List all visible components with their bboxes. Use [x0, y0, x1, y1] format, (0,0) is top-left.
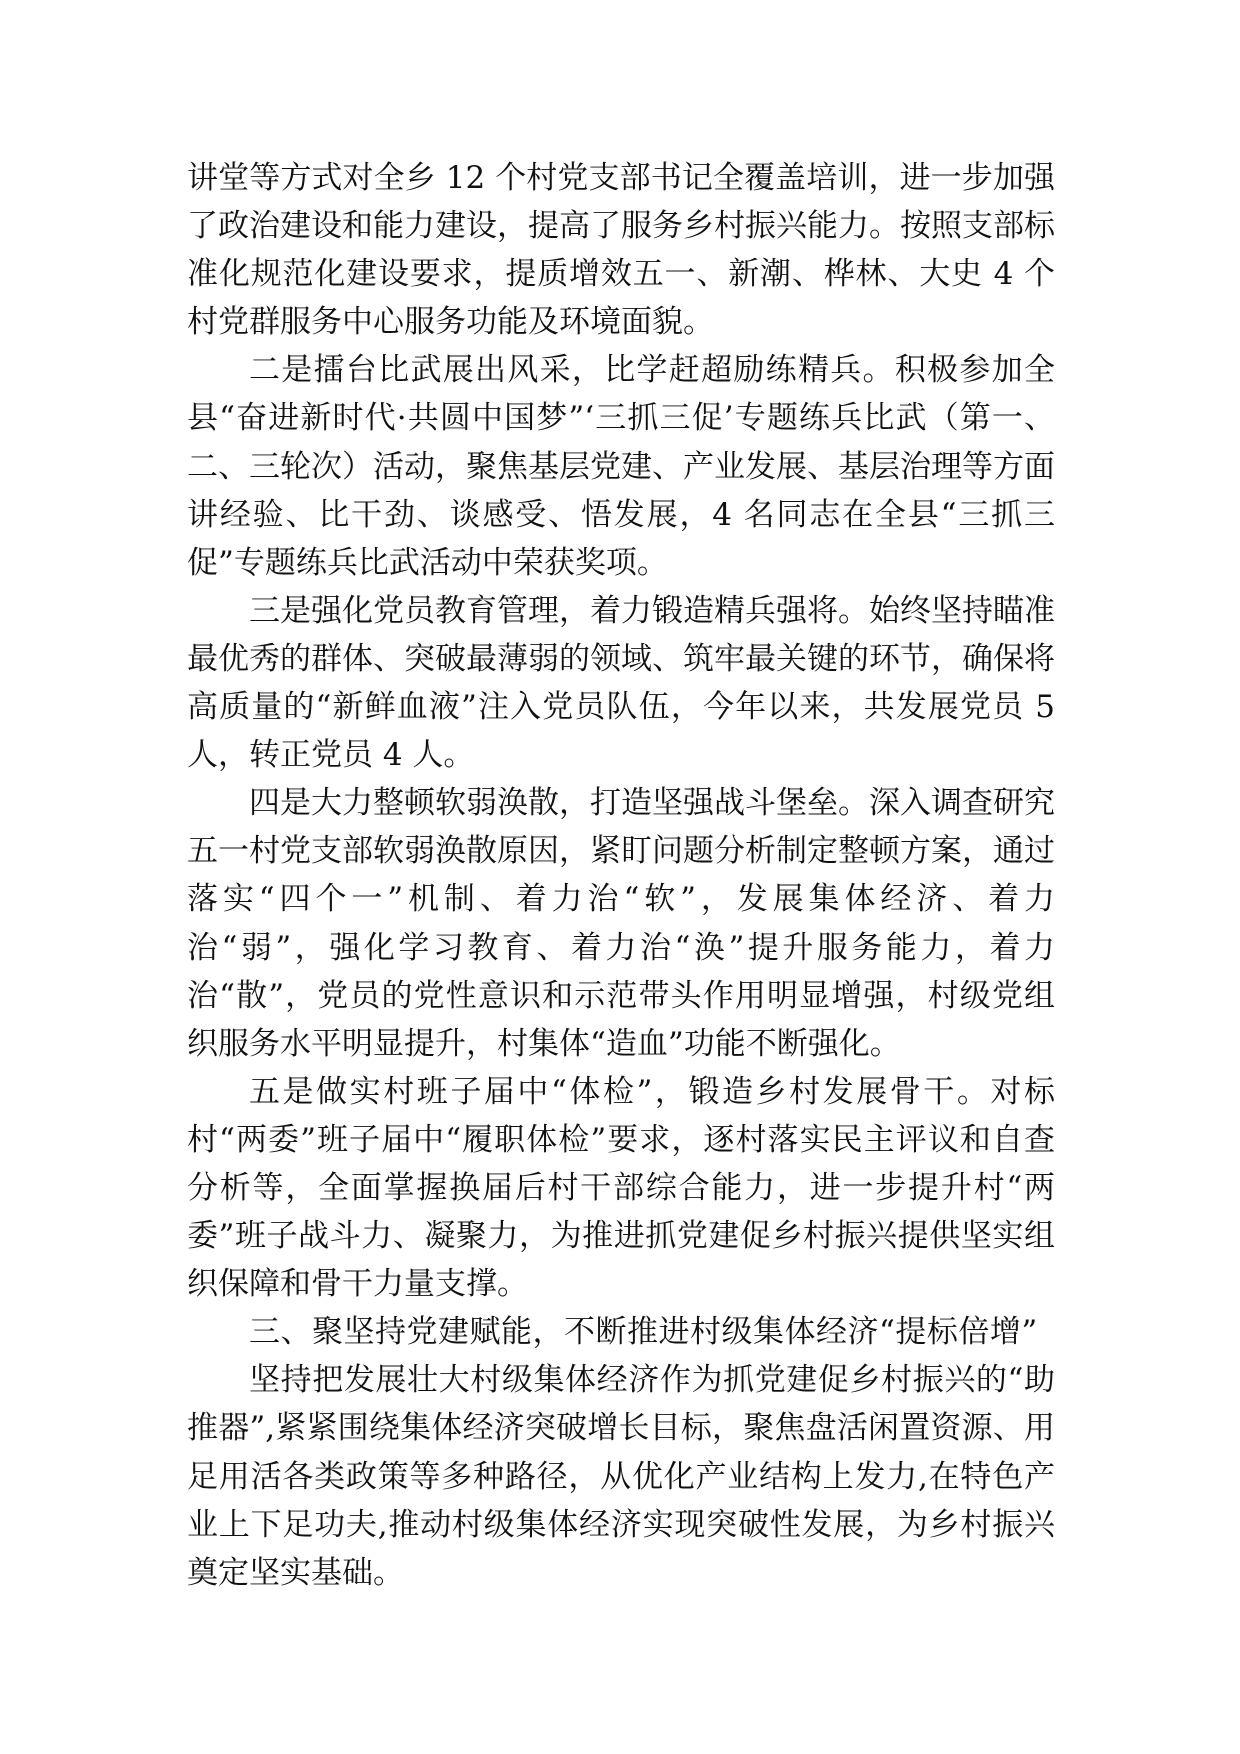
paragraph-team-checkup: 五是做实村班子届中“体检”，锻造乡村发展骨干。对标村“两委”班子届中“履职体检”要求，逐村落实民主评议和自查分析等，全面掌握换届后村干部综合能力，进一步提升村“两委”班子战斗力、凝聚力，为推进抓党建促乡村振兴提供坚实组织保障和骨干力量支撑。	[187, 1073, 1055, 1303]
paragraph-competition: 二是擂台比武展出风采，比学赶超励练精兵。积极参加全县“奋进新时代·共圆中国梦”‘三抓三促’专题练兵比武（第一、二、三轮次）活动，聚焦基层党建、产业发展、基层治理等方面讲经验、比干劲、谈感受、悟发展，4 名同志在全县“三抓三促”专题练兵比武活动中荣获奖项。	[187, 352, 1055, 581]
section-heading-collective-economy: 三、聚坚持党建赋能，不断推进村级集体经济“提标倍增”	[249, 1314, 1038, 1351]
paragraph-member-education: 三是强化党员教育管理，着力锻造精兵强将。始终坚持瞄准最优秀的群体、突破最薄弱的领域、筑牢最关键的环节，确保将高质量的“新鲜血液”注入党员队伍，今年以来，共发展党员 5 人，转正党员 4 人。	[187, 592, 1055, 774]
paragraph-collective-economy: 坚持把发展壮大村级集体经济作为抓党建促乡村振兴的“助推器”,紧紧围绕集体经济突破增长目标，聚焦盘活闲置资源、用足用活各类政策等多种路径，从优化产业结构上发力,在特色产业上下足功夫,推动村级集体经济实现突破性发展，为乡村振兴奠定坚实基础。	[187, 1362, 1055, 1591]
paragraph-rectification: 四是大力整顿软弱涣散，打造坚强战斗堡垒。深入调查研究五一村党支部软弱涣散原因，紧盯问题分析制定整顿方案，通过落实“四个一”机制、着力治“软”，发展集体经济、着力治“弱”，强化学习教育、着力治“涣”提升服务能力，着力治“散”，党员的党性意识和示范带头作用明显增强，村级党组织服务水平明显提升，村集体“造血”功能不断强化。	[187, 785, 1055, 1062]
document-body	[187, 154, 1055, 1597]
paragraph-continued-training: 讲堂等方式对全乡 12 个村党支部书记全覆盖培训，进一步加强了政治建设和能力建设，提高了服务乡村振兴能力。按照支部标准化规范化建设要求，提质增效五一、新潮、桦林、大史 4 个村党群服务中心服务功能及环境面貌。	[187, 160, 1055, 341]
